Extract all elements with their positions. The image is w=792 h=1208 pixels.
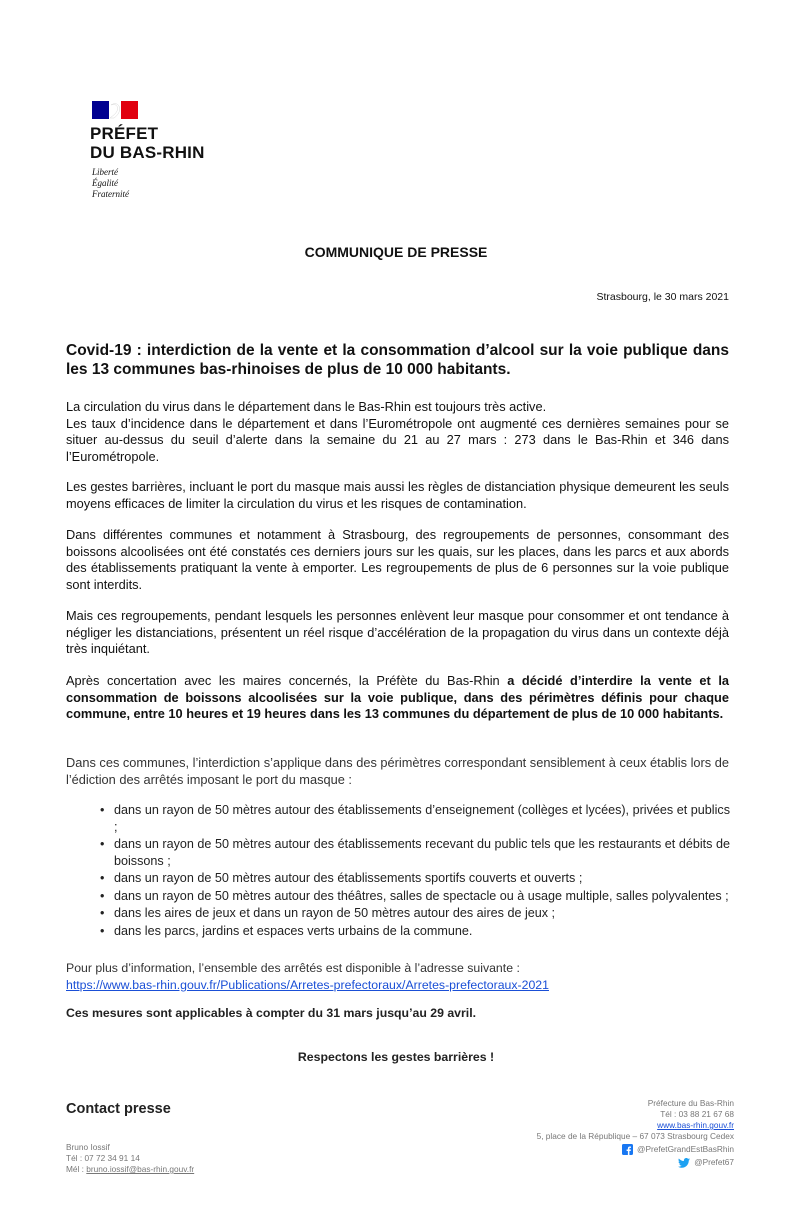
press-contact-details	[66, 1142, 194, 1175]
list-item: • dans les parcs, jardins et espaces verts urbains de la commune.	[100, 923, 730, 940]
republic-flag-logo	[92, 101, 138, 119]
paragraph-dates	[66, 1005, 729, 1022]
prefecture-website-link[interactable]: www.bas-rhin.gouv.fr	[657, 1120, 734, 1130]
contact-mail-link[interactable]: bruno.iossif@bas-rhin.gouv.fr	[86, 1164, 195, 1174]
motto-fraternite: Fraternité	[92, 189, 129, 199]
contact-mail-label: Mél :	[66, 1164, 87, 1174]
twitter-handle[interactable]: @Prefet67	[694, 1157, 734, 1167]
decrees-link[interactable]: https://www.bas-rhin.gouv.fr/Publications/Arretes-prefectoraux/Arretes-prefectoraux-2021	[66, 977, 549, 992]
paragraph-decision-text	[66, 673, 729, 723]
motto-egalite: Égalité	[92, 178, 118, 188]
prefecture-details	[537, 1098, 734, 1168]
contact-phone: Tél : 07 72 34 91 14	[66, 1153, 140, 1163]
paragraph-perimeters	[66, 755, 729, 788]
contact-mail-line	[66, 1164, 194, 1175]
prefecture-name-line2: DU BAS-RHIN	[90, 143, 205, 162]
paragraph-gatherings	[66, 527, 729, 593]
paragraph-virus-circulation-line1: La circulation du virus dans le département dans le Bas-Rhin est toujours très active.	[66, 399, 547, 414]
press-release-headline: Covid-19 : interdiction de la vente et la consommation d’alcool sur la voie publique dans les 13 communes bas-rhinoises de plus de 10 000 habitants.	[66, 342, 729, 378]
twitter-row[interactable]	[537, 1157, 734, 1168]
twitter-icon	[678, 1158, 690, 1168]
republic-motto	[92, 167, 129, 200]
paragraph-incidence-rates: Les taux d’incidence dans le département et dans l’Eurométropole ont augmenté ces dernières semaines pour se situer au-dessus du seuil d’alerte dans la semaine du 21 au 27 mars : 273 dans le Bas-Rhin et 346 dans l’Eurométropole.	[66, 415, 729, 464]
decision-intro: Après concertation avec les maires concernés, la Préfète du Bas-Rhin	[66, 673, 508, 688]
list-item: • dans les aires de jeux et dans un rayon de 50 mètres autour des aires de jeux ;	[100, 905, 730, 922]
prefecture-phone: Tél : 03 88 21 67 68	[660, 1109, 734, 1119]
paragraph-perimeters-text: Dans ces communes, l’interdiction s’applique dans des périmètres correspondant sensiblement à ceux établis lors de l’édiction des arrêtés imposant le port du masque :	[66, 755, 729, 787]
prefecture-name	[90, 124, 205, 162]
press-contact-heading: Contact presse	[66, 1101, 171, 1117]
place-and-date: Strasbourg, le 30 mars 2021	[596, 291, 729, 303]
decision-bold: a décidé d’interdire la vente et la consommation de boissons alcoolisées sur la voie publique, dans des périmètres définis pour chaque commune, entre 10 heures et 19 heures dans les 13 communes du département de plus de 10 000 habitants.	[66, 673, 729, 721]
perimeter-list	[100, 802, 730, 940]
prefecture-name-line1: PRÉFET	[90, 124, 159, 143]
facebook-icon	[622, 1144, 633, 1155]
prefecture-address: 5, place de la République – 67 073 Strasbourg Cedex	[536, 1131, 734, 1141]
facebook-row[interactable]	[537, 1144, 734, 1155]
dates-text: Ces mesures sont applicables à compter du 31 mars jusqu’au 29 avril.	[66, 1006, 477, 1020]
document-type-title: COMMUNIQUE DE PRESSE	[304, 244, 488, 260]
list-item: • dans un rayon de 50 mètres autour des établissements sportifs couverts et ouverts ;	[100, 870, 730, 887]
list-item: • dans un rayon de 50 mètres autour des établissements d’enseignement (collèges et lycées), privées et publics ;	[100, 802, 730, 835]
paragraph-risk-text: Mais ces regroupements, pendant lesquels les personnes enlèvent leur masque pour consommer et ont tendance à négliger les distanciations, présentent un réel risque d’accélération de la propagation du virus dans un contexte déjà très inquiétant.	[66, 608, 729, 656]
prefecture-name-footer: Préfecture du Bas-Rhin	[647, 1098, 734, 1108]
paragraph-barrier-gestures-text: Les gestes barrières, incluant le port du masque mais aussi les règles de distanciation physique demeurent les seuls moyens efficaces de limiter la circulation du virus et les risques de contamination.	[66, 479, 729, 511]
paragraph-risk	[66, 608, 729, 658]
list-item: • dans un rayon de 50 mètres autour des établissements recevant du public tels que les restaurants et débits de boissons ;	[100, 836, 730, 869]
paragraph-barrier-gestures	[66, 479, 729, 512]
slogan: Respectons les gestes barrières !	[297, 1050, 495, 1064]
contact-name: Bruno Iossif	[66, 1142, 110, 1152]
facebook-handle[interactable]: @PrefetGrandEstBasRhin	[637, 1144, 734, 1154]
paragraph-decision	[66, 673, 729, 723]
paragraph-more-info	[66, 960, 729, 993]
motto-liberte: Liberté	[92, 167, 118, 177]
paragraph-virus-circulation	[66, 399, 729, 465]
paragraph-gatherings-text: Dans différentes communes et notamment à Strasbourg, des regroupements de personnes, consommant des boissons alcoolisées ont été constatés ces derniers jours sur les quais, sur les places, dans les parcs et aux abords des établissements pratiquant la vente à emporter. Les regroupements de plus de 6 personnes sur la voie publique sont interdits.	[66, 527, 729, 592]
list-item: • dans un rayon de 50 mètres autour des théâtres, salles de spectacle ou à usage multiple, salles polyvalentes ;	[100, 888, 730, 905]
more-info-text: Pour plus d’information, l’ensemble des arrêtés est disponible à l’adresse suivante :	[66, 961, 520, 975]
